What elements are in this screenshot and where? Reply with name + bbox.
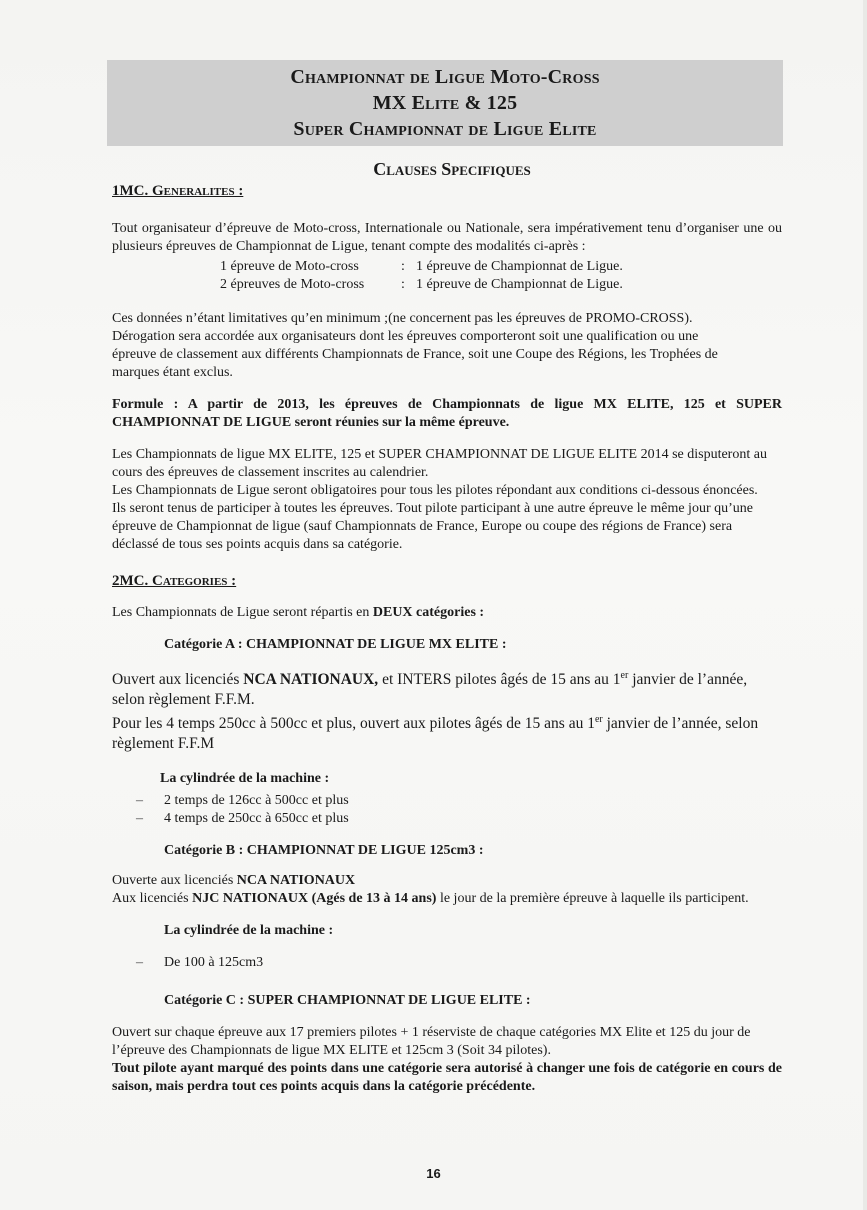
row-1-left: 1 épreuve de Moto-cross xyxy=(220,259,359,274)
dash-marker: – xyxy=(136,793,143,809)
row-2-sep: : xyxy=(401,277,405,292)
category-a-cylinder-list xyxy=(112,792,782,828)
section-2-heading: 2MC. Categories : xyxy=(112,573,237,589)
cat-a-p1-sup: er xyxy=(620,670,629,681)
section-1-heading: 1MC. Generalites : xyxy=(112,183,244,199)
list-item-text: 2 temps de 126cc à 500cc et plus xyxy=(164,793,349,809)
dash-marker: – xyxy=(136,811,143,827)
row-2-right: 1 épreuve de Championnat de Ligue. xyxy=(416,277,623,292)
epreuve-row-1 xyxy=(220,258,782,276)
section-1-para-5: Ils seront tenus de participer à toutes les épreuves. Tout pilote participant à une autre épreuve le même jour qu’une épreuve de Championnat de ligue (sauf Championnats de France, Europe ou coupe des régions de France) sera déclassé de tous ses points acquis dans sa catégorie. xyxy=(112,501,753,552)
page-number: 16 xyxy=(426,1166,441,1181)
title-banner xyxy=(107,60,783,146)
banner-line-1: Championnat de Ligue Moto-Cross xyxy=(290,66,600,88)
category-a-para-1 xyxy=(112,666,782,710)
category-b-para-1 xyxy=(112,872,782,890)
cat-a-p1-text-3: janvier de l’année, selon règlement F.F.M. xyxy=(112,671,748,709)
section-2-intro xyxy=(112,604,782,622)
list-item xyxy=(136,954,782,972)
category-b-cylinder-list xyxy=(112,954,782,972)
cat-a-p2-text: Pour les 4 temps 250cc à 500cc et plus, ouvert aux pilotes âgés de 15 ans au 1 xyxy=(112,715,595,733)
cat-b-p2-bold: NJC NATIONAUX (Agés de 13 à 14 ans) xyxy=(192,891,437,907)
cat-b-p1-bold: NCA NATIONAUX xyxy=(236,873,356,889)
category-a-cylinder-title: La cylindrée de la machine : xyxy=(160,771,330,787)
cat-b-p2-text: Aux licenciés xyxy=(112,891,189,907)
cat-b-p2-text-2: le jour de la première épreuve à laquelle ils participent. xyxy=(439,891,749,907)
list-item xyxy=(136,792,782,810)
section-1-para-4: Les Championnats de Ligue seront obligatoires pour tous les pilotes répondant aux conditions ci-dessous énoncées. xyxy=(112,483,758,498)
cat-a-p1-text-2: et INTERS pilotes âgés de 15 ans au 1 xyxy=(382,671,621,689)
category-c-title: Catégorie C : SUPER CHAMPIONNAT DE LIGUE ELITE : xyxy=(164,993,531,1009)
section-2-intro-text: Les Championnats de Ligue seront répartis en xyxy=(112,605,370,620)
dash-marker: – xyxy=(136,955,143,971)
formule-paragraph: Formule : A partir de 2013, les épreuves de Championnats de ligue MX ELITE, 125 et SUPER CHAMPIONNAT DE LIGUE seront réunies sur la même épreuve. xyxy=(112,397,782,430)
epreuve-row-2 xyxy=(220,276,782,294)
row-1-right: 1 épreuve de Championnat de Ligue. xyxy=(416,259,623,274)
list-item xyxy=(136,810,782,828)
section-1-para-2: Ces données n’étant limitatives qu’en minimum ;(ne concernent pas les épreuves de PROMO-CROSS). Dérogation sera accordée aux organisateurs dont les épreuves comporteront soit une qualification ou une épreuve de classement aux différents Championnats de France, soit une Coupe des Régions, les Trophées de marques étant exclus. xyxy=(112,311,718,380)
category-c-para-2: Tout pilote ayant marqué des points dans une catégorie sera autorisé à changer une fois de catégorie en cours de saison, mais perdra tout ces points acquis dans la catégorie précédente. xyxy=(112,1061,782,1095)
list-item-text: 4 temps de 250cc à 650cc et plus xyxy=(164,811,349,827)
cat-a-p1-text: Ouvert aux licenciés xyxy=(112,671,240,689)
row-2-left: 2 épreuves de Moto-cross xyxy=(220,277,365,292)
banner-line-3: Super Championnat de Ligue Elite xyxy=(293,118,597,140)
cat-b-p1-text: Ouverte aux licenciés xyxy=(112,873,234,889)
cat-a-p2-sup: er xyxy=(594,714,603,726)
section-2-intro-bold: DEUX catégories : xyxy=(372,605,485,620)
category-b-para-2 xyxy=(112,890,782,908)
clauses-title: Clauses Specifiques xyxy=(373,159,531,179)
section-1-para-3: Les Championnats de ligue MX ELITE, 125 et SUPER CHAMPIONNAT DE LIGUE ELITE 2014 se disputeront au cours des épreuves de classement inscrites au calendrier. xyxy=(112,447,767,480)
epreuve-table xyxy=(112,258,782,294)
section-1-intro: Tout organisateur d’épreuve de Moto-cross, Internationale ou Nationale, sera impérativement tenu d’organiser une ou plusieurs épreuves de Championnat de Ligue, tenant compte des modalités ci-après : xyxy=(112,221,782,254)
row-1-sep: : xyxy=(401,259,405,274)
category-a-para-2 xyxy=(112,710,782,754)
cat-a-p1-bold: NCA NATIONAUX, xyxy=(243,671,379,689)
category-b-title: Catégorie B : CHAMPIONNAT DE LIGUE 125cm3 : xyxy=(164,843,484,859)
category-c-para-1: Ouvert sur chaque épreuve aux 17 premiers pilotes + 1 réserviste de chaque catégories MX Elite et 125 du jour de l’épreuve des Championnats de ligue MX ELITE et 125cm 3 (Soit 34 pilotes). xyxy=(112,1025,751,1059)
category-b-cylinder-title: La cylindrée de la machine : xyxy=(164,923,334,939)
list-item-text: De 100 à 125cm3 xyxy=(164,955,264,971)
cat-a-p2-text-2: janvier de l’année, selon règlement F.F.M xyxy=(112,715,759,753)
banner-line-2: MX Elite & 125 xyxy=(372,92,518,114)
document-body xyxy=(112,160,782,1096)
category-a-title: Catégorie A : CHAMPIONNAT DE LIGUE MX ELITE : xyxy=(164,637,507,652)
page-edge xyxy=(863,0,867,1210)
